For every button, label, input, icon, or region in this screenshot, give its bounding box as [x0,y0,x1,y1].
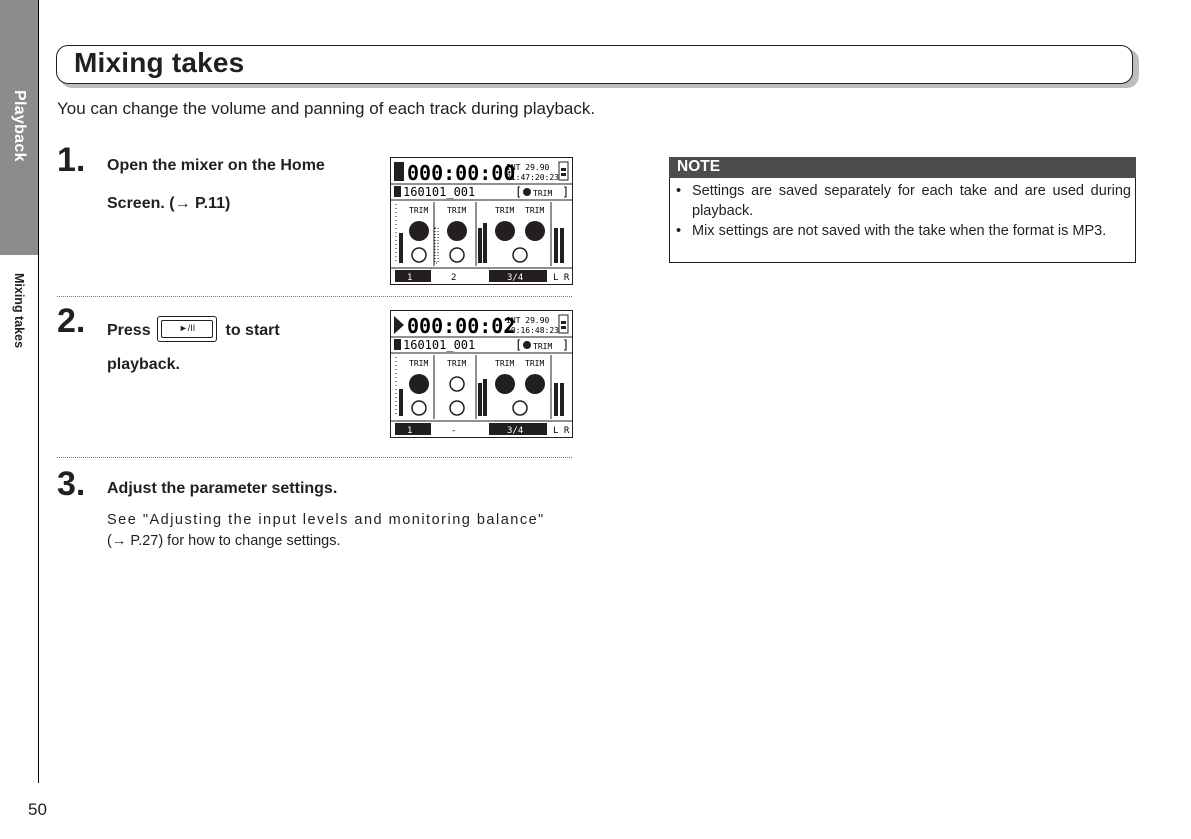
svg-text:3/4: 3/4 [507,273,524,283]
note-header [669,157,1136,178]
step-2-line1 [107,318,280,344]
lcd-meta-bottom: 00:16:48:23 [506,326,559,335]
step-1-number: 1. [57,141,86,179]
svg-text:TRIM: TRIM [447,359,467,368]
step-2-number: 2. [57,302,86,340]
svg-text:1: 1 [407,273,413,283]
lcd-meta-top: INT 29.90 [506,163,550,172]
knob-outline-icon [450,377,464,391]
svg-text:[: [ [515,338,523,352]
svg-text:]: ] [562,338,570,352]
svg-text:TRIM: TRIM [447,206,467,215]
pan-icon [513,401,527,415]
svg-text:TRIM: TRIM [495,206,515,215]
step-3-number: 3. [57,465,86,503]
lcd-screen-1 [390,157,573,285]
pan-icon [513,248,527,262]
play-indicator-icon [394,316,404,334]
knob-icon [447,221,467,241]
lcd-take-name: 160101_001 [403,338,476,352]
svg-text:L R: L R [553,426,570,436]
intro-text: You can change the volume and panning of each track during playback. [57,99,596,118]
section-tab-label-wrap [0,0,38,255]
step-1-line1: Open the mixer on the Home [107,157,325,174]
battery-icon [559,315,568,333]
lcd-time: 000:00:02 [407,314,516,338]
knob-mini-icon [523,188,531,196]
lcd-param: TRIM [533,189,553,198]
note-item-text: Mix settings are not saved with the take when the format is MP3. [692,223,1107,239]
battery-icon [559,162,568,180]
svg-text:TRIM: TRIM [495,359,515,368]
note-item-text: Settings are saved separately for each take and are used during playback. [692,183,1131,219]
lcd-time: 000:00:00 [407,161,516,185]
page-title: Mixing takes [74,47,245,78]
svg-text:[: [ [515,185,523,199]
svg-text:3/4: 3/4 [507,426,524,436]
step-3-line1: Adjust the parameter settings. [107,480,338,497]
svg-text:TRIM: TRIM [525,206,545,215]
svg-text:2: 2 [451,273,457,283]
margin-divider [38,0,39,783]
play-pause-button-icon [157,316,217,342]
step-2-line2: playback. [107,356,180,373]
lcd-screen-2 [390,310,573,438]
knob-mini-icon [523,341,531,349]
subsection-tab-label: Mixing takes [12,273,26,349]
knob-icon [409,374,429,394]
step-2-post: to start [225,322,280,340]
lcd-param: TRIM [533,342,553,351]
mixer-channels [396,202,564,266]
pan-icon [412,248,426,262]
knob-icon [525,374,545,394]
section-tab-label: Playback [11,90,28,162]
knob-icon [409,221,429,241]
knob-icon [495,374,515,394]
knob-icon [495,221,515,241]
pan-icon [450,248,464,262]
step-divider [57,457,572,458]
subsection-tab [0,265,38,385]
stop-indicator-icon [394,162,404,181]
note-item [676,221,1131,241]
step-divider [57,296,572,297]
page-number: 50 [28,800,47,819]
step-3-description [107,510,573,552]
note-list [676,181,1131,241]
bullet-icon: • [676,223,682,239]
play-pause-label: ►/II [161,320,213,338]
pan-icon [450,401,464,415]
bullet-icon: • [676,183,682,199]
step-3-desc-line2: (→ P.27) for how to change settings. [107,533,341,549]
mixer-channels [396,355,564,419]
pan-icon [412,401,426,415]
note-heading: NOTE [677,158,721,175]
lcd-meta-top: INT 29.90 [506,316,550,325]
svg-text:L R: L R [553,273,570,283]
lcd-take-name: 160101_001 [403,185,476,199]
step-3-desc-line1: See "Adjusting the input levels and monitoring balance" [107,512,545,528]
svg-text:1: 1 [407,426,413,436]
step-1-line2: Screen. (→ P.11) [107,195,231,212]
step-2-pre: Press [107,322,151,340]
lcd-meta-bottom: 01:47:20:23 [506,173,559,182]
svg-text:TRIM: TRIM [409,206,429,215]
svg-text:TRIM: TRIM [525,359,545,368]
svg-text:]: ] [562,185,570,199]
svg-text:TRIM: TRIM [409,359,429,368]
svg-text:-: - [451,426,457,436]
note-item [676,181,1131,221]
knob-icon [525,221,545,241]
